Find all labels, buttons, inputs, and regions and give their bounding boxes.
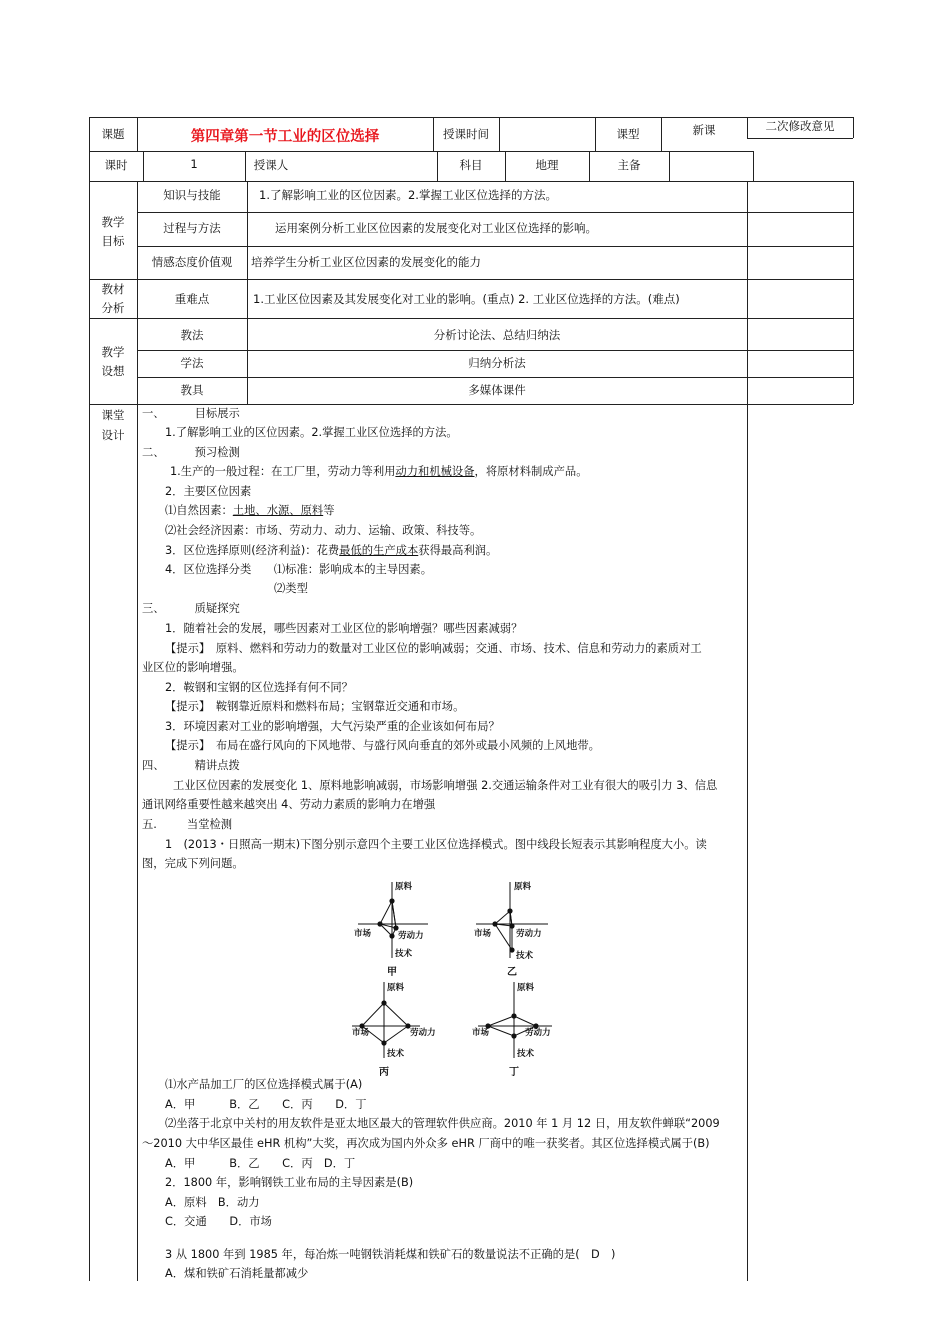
pattern-bing-dots: [359, 1000, 410, 1045]
objectives-row-text-attitude: 培养学生分析工业区位因素的发展变化的能力: [251, 255, 481, 269]
objectives-row-text-process: 运用案例分析工业区位因素的发展变化对工业区位选择的影响。: [275, 221, 597, 235]
subject-value: 地理: [535, 158, 559, 172]
test-question-2-options-1: A．原料 B．动力: [165, 1196, 260, 1209]
ding-market-label: 市场: [472, 1028, 490, 1038]
label-revision-notes: 二次修改意见: [765, 119, 835, 133]
jia-market-label: 市场: [354, 929, 372, 939]
objectives-row-label-process: 过程与方法: [163, 221, 221, 235]
location-pattern-diagram: [340, 876, 580, 1081]
test-question-1-1: ⑴水产品加工厂的区位选择模式属于(A): [165, 1078, 363, 1091]
bing-caption: 丙: [379, 1067, 389, 1078]
test-question-3-option-a: A．煤和铁矿石消耗量都减少: [165, 1267, 309, 1280]
preview-line-7: ⑵类型: [274, 582, 308, 595]
preview-line-5: 3．区位选择原则(经济利益)：花费最低的生产成本获得最高利润。: [165, 544, 498, 557]
test-question-1-1-options: A．甲 B．乙 C．丙 D．丁: [165, 1098, 367, 1111]
ding-tech-label: 技术: [517, 1049, 535, 1059]
inquiry-hint-2: 【提示】 鞍钢靠近原料和燃料布局；宝钢靠近交通和市场。: [165, 700, 465, 713]
periods-value: 1: [190, 157, 198, 171]
test-question-2: 2．1800 年，影响钢铁工业布局的主导因素是(B): [165, 1176, 414, 1189]
jia-raw-label: 原料: [395, 882, 413, 892]
design-row-text-method: 分析讨论法、总结归纳法: [433, 328, 561, 342]
inquiry-question-2: 2．鞍钢和宝钢的区位选择有何不同？: [165, 681, 353, 694]
label-periods: 课时: [104, 158, 128, 172]
pattern-jia: [358, 882, 428, 958]
test-question-1-line-2: 图，完成下列问题。: [142, 857, 244, 870]
yi-raw-label: 原料: [514, 882, 532, 892]
objectives-label: 教学 目标: [101, 215, 125, 248]
section-3-heading: 三、 质疑探究: [142, 602, 240, 615]
inquiry-hint-3: 【提示】 布局在盛行风向的下风地带、与盛行风向垂直的郊外或最小风频的上风地带。: [165, 739, 600, 752]
preview-line-2: 2．主要区位因素: [165, 485, 252, 498]
test-question-3: 3 从 1800 年到 1985 年，每冶炼一吨钢铁消耗煤和铁矿石的数量说法不正确的是( D ): [165, 1248, 616, 1261]
bing-market-label: 市场: [352, 1028, 370, 1038]
label-teacher: 授课人: [253, 158, 289, 172]
section-5-heading: 五. 当堂检测: [142, 818, 233, 831]
label-lesson-topic: 课题: [101, 127, 125, 141]
classroom-label: 课堂 设计: [101, 408, 125, 442]
pattern-yi: [476, 882, 548, 958]
design-row-label-learning: 学法: [180, 356, 204, 370]
yi-caption: 乙: [507, 967, 517, 978]
bing-raw-label: 原料: [387, 983, 405, 993]
jia-tech-label: 技术: [395, 949, 413, 959]
preview-line-1: 1.生产的一般过程：在工厂里，劳动力等利用动力和机械设备，将原材料制成产品。: [170, 465, 588, 478]
inquiry-question-1: 1．随着社会的发展，哪些因素对工业区位的影响增强？哪些因素减弱？: [165, 622, 523, 635]
objectives-row-label-attitude: 情感态度价值观: [151, 255, 233, 269]
ding-raw-label: 原料: [517, 983, 535, 993]
analysis-row-label: 重难点: [174, 292, 210, 306]
key-points-line-1: 工业区位因素的发展变化 1、原料地影响减弱，市场影响增强 2.交通运输条件对工业有很大的吸引力 3、信息: [173, 779, 718, 792]
yi-tech-label: 技术: [516, 951, 534, 961]
key-points-line-2: 通讯网络重要性越来越突出 4、劳动力素质的影响力在增强: [142, 798, 436, 811]
pattern-yi-dots: [492, 908, 514, 952]
preview-line-4: ⑵社会经济因素：市场、劳动力、动力、运输、政策、科技等。: [165, 524, 482, 537]
section-1-heading: 一、 目标展示: [142, 407, 240, 420]
jia-labor-label: 劳动力: [398, 931, 424, 941]
jia-caption: 甲: [387, 967, 397, 978]
section-4-heading: 四、 精讲点拨: [142, 759, 240, 772]
pattern-bing: [352, 982, 420, 1058]
inquiry-hint-1: 【提示】 原料、燃料和劳动力的数量对工业区位的影响减弱；交通、市场、技术、信息和劳动力的素质对工: [165, 642, 702, 655]
pattern-ding: [478, 982, 552, 1058]
design-row-text-tools: 多媒体课件: [468, 383, 526, 397]
label-teaching-time: 授课时间: [443, 127, 489, 141]
section-2-heading: 二、 预习检测: [142, 446, 240, 459]
inquiry-hint-1-cont: 业区位的影响增强。: [142, 661, 244, 674]
preview-line-3: ⑴自然因素：土地、水源、原料等: [165, 504, 335, 517]
objectives-row-text-knowledge: 1.了解影响工业的区位因素。2.掌握工业区位选择的方法。: [259, 188, 557, 202]
test-question-2-options-2: C．交通 D．市场: [165, 1215, 272, 1228]
design-label: 教学 设想: [101, 345, 125, 378]
objectives-row-label-knowledge: 知识与技能: [163, 188, 221, 202]
test-question-1-line-1: 1 (2013・日照高一期末)下图分别示意四个主要工业区位选择模式。图中线段长短表示其影响程度大小。读: [165, 838, 707, 851]
label-lesson-type: 课型: [616, 127, 640, 141]
test-question-1-2-line-1: ⑵坐落于北京中关村的用友软件是亚太地区最大的管理软件供应商。2010 年 1 月 12 日，用友软件蝉联“2009: [165, 1117, 720, 1130]
design-row-text-learning: 归纳分析法: [468, 356, 526, 370]
bing-tech-label: 技术: [387, 1049, 405, 1059]
design-row-label-tools: 教具: [180, 383, 204, 397]
analysis-row-text: 1.工业区位因素及其发展变化对工业的影响。(重点) 2. 工业区位选择的方法。(难点): [253, 292, 680, 306]
yi-labor-label: 劳动力: [516, 929, 542, 939]
lesson-type-value: 新课: [692, 123, 716, 137]
section-1-text: 1.了解影响工业的区位因素。2.掌握工业区位选择的方法。: [165, 426, 458, 439]
design-row-label-method: 教法: [180, 328, 204, 342]
label-subject: 科目: [459, 158, 483, 172]
label-lead-preparer: 主备: [617, 158, 641, 172]
test-question-1-2-line-2: ～2010 大中华区最佳 eHR 机构”大奖，再次成为国内外众多 eHR 厂商中的唯一获奖者。其区位选择模式属于(B): [142, 1137, 710, 1150]
page-title: 第四章第一节工业的区位选择: [190, 129, 380, 145]
ding-labor-label: 劳动力: [525, 1028, 551, 1038]
ding-caption: 丁: [509, 1067, 519, 1078]
yi-market-label: 市场: [474, 929, 492, 939]
analysis-label: 教材 分析: [101, 282, 125, 315]
inquiry-question-3: 3．环境因素对工业的影响增强，大气污染严重的企业该如何布局？: [165, 720, 500, 733]
test-question-1-2-options: A．甲 B．乙 C．丙 D．丁: [165, 1157, 356, 1170]
preview-line-6: 4．区位选择分类 ⑴标准：影响成本的主导因素。: [165, 563, 433, 576]
bing-labor-label: 劳动力: [410, 1028, 436, 1038]
